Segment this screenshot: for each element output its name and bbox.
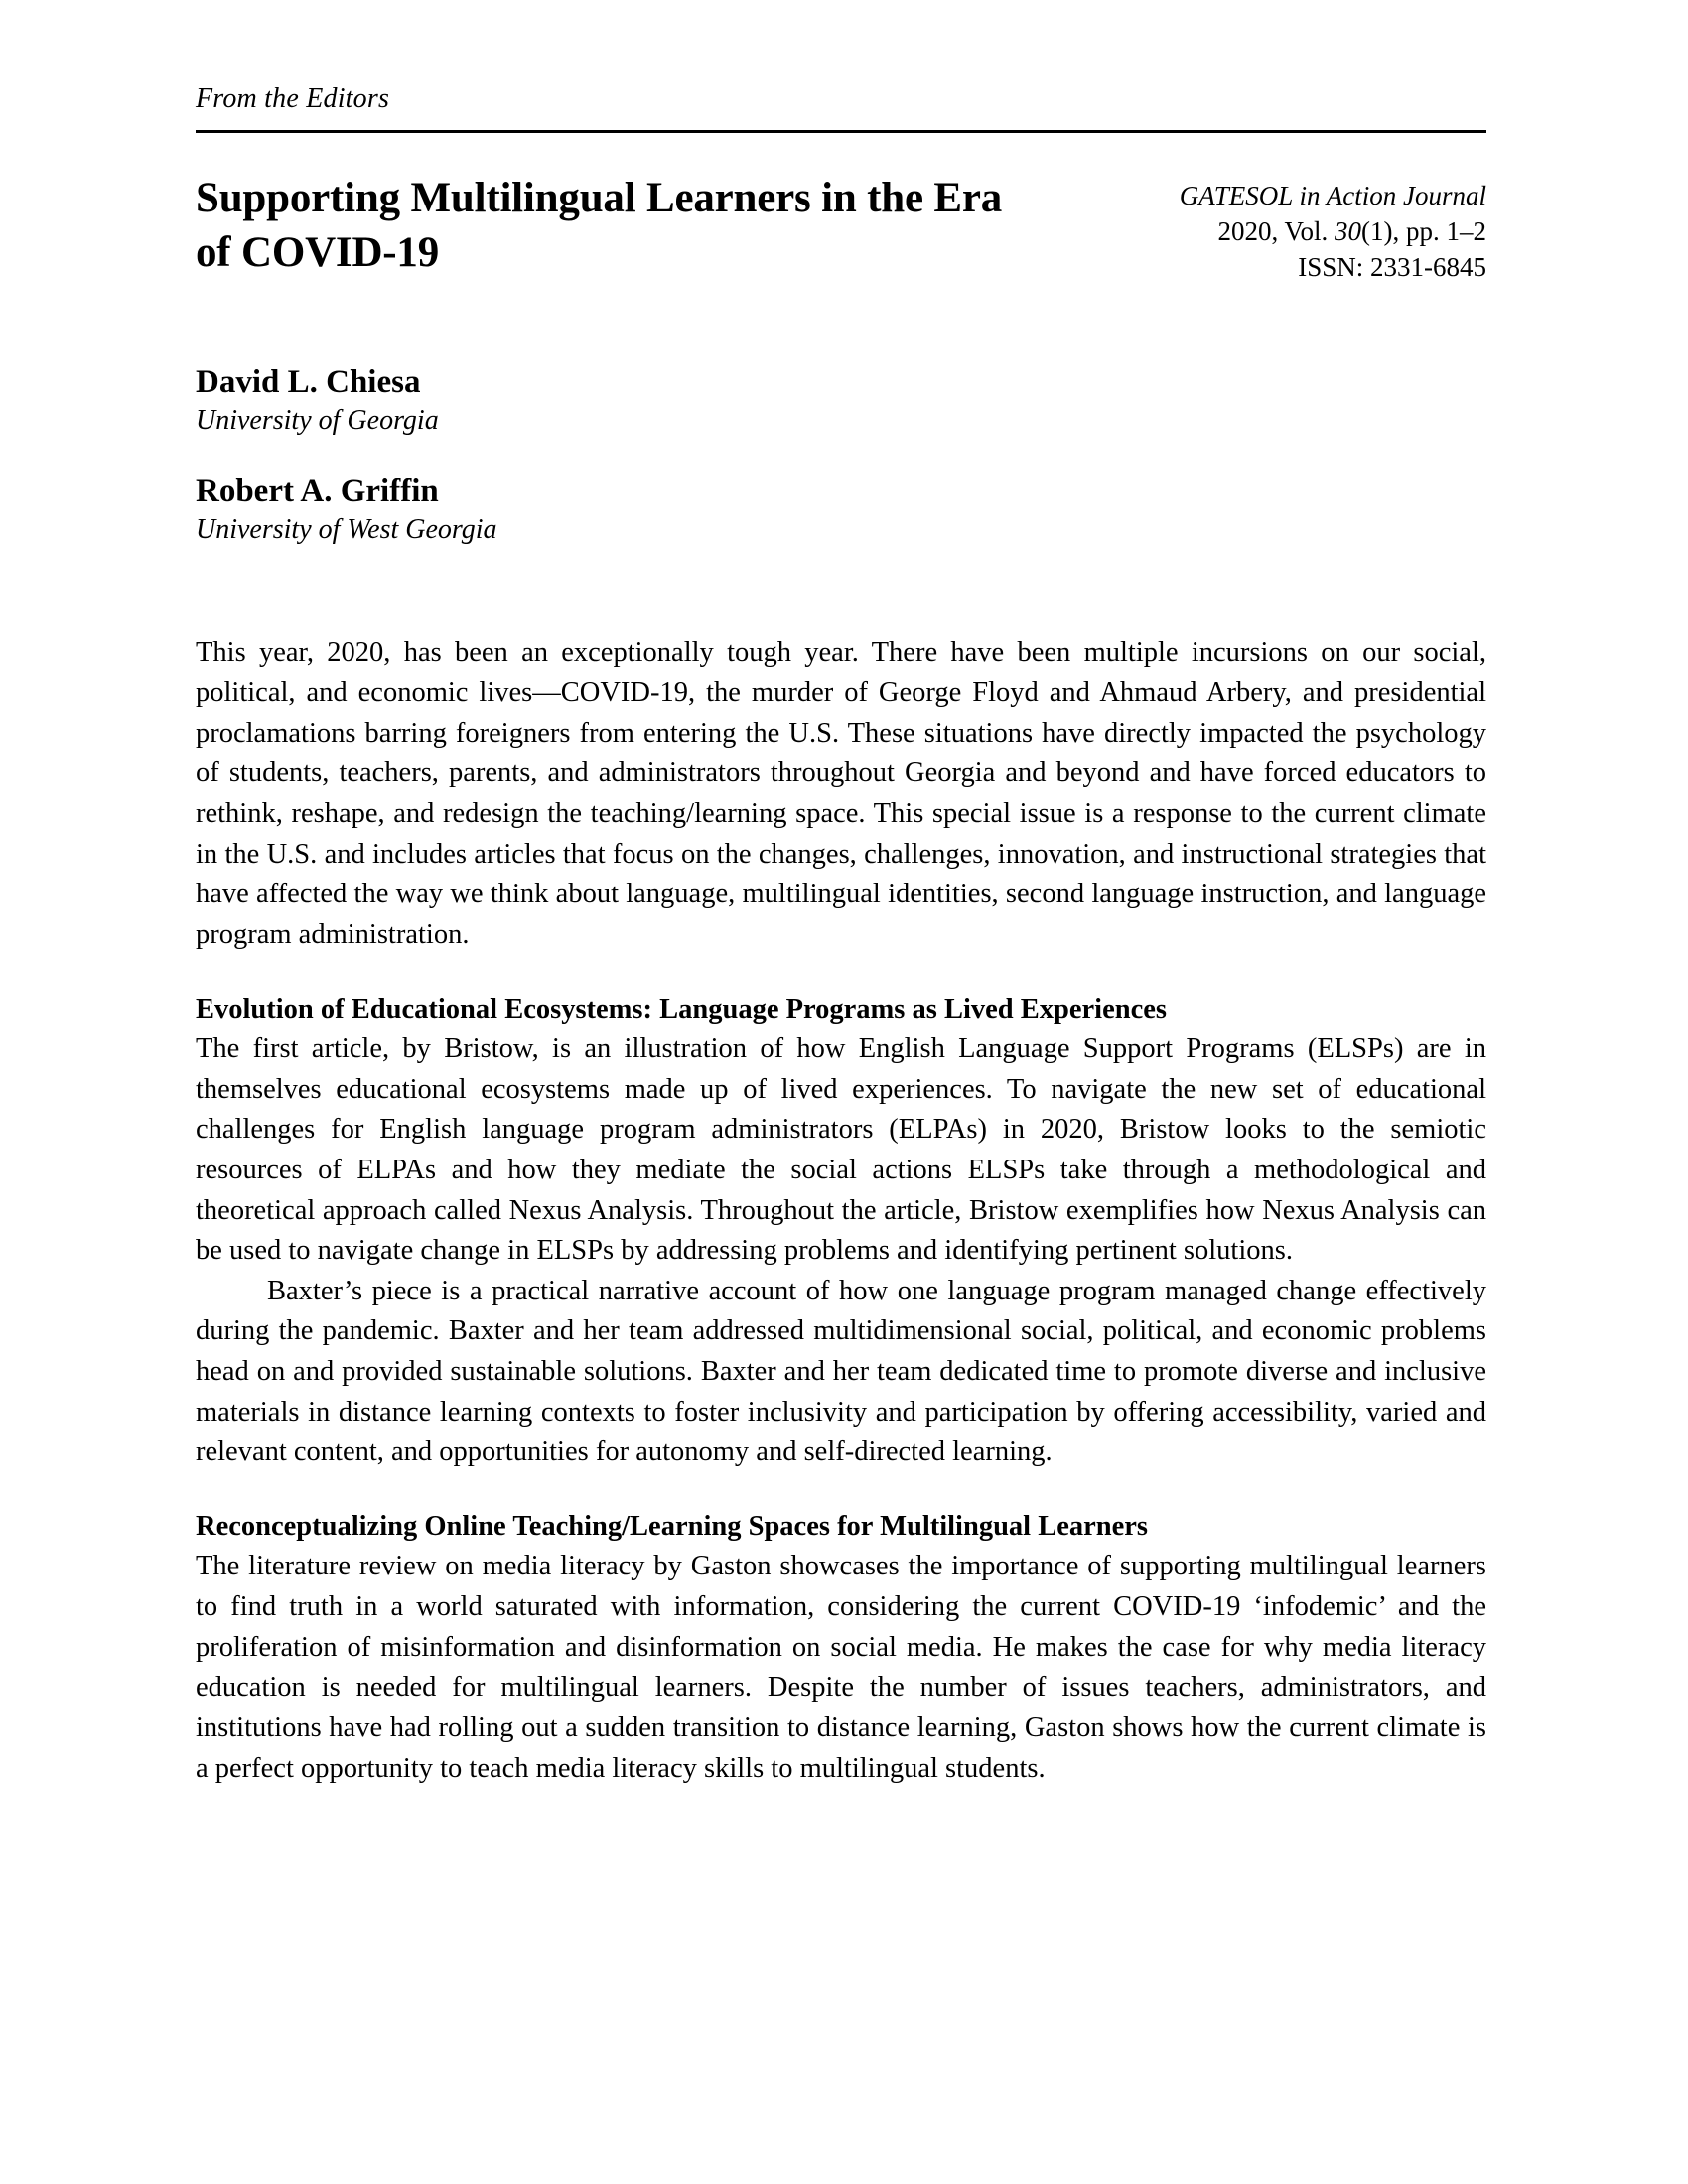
journal-issue-pages: (1), pp. 1–2 (1361, 215, 1486, 246)
journal-year-volume-prefix: 2020, Vol. (1217, 215, 1336, 246)
author-name: Robert A. Griffin (196, 473, 439, 509)
journal-name: GATESOL in Action Journal (1179, 181, 1486, 210)
section-heading-evolution-of-educational-ecosystems: Evolution of Educational Ecosystems: Language Programs as Lived Experiences (196, 993, 1167, 1024)
running-head: From the Editors (196, 83, 390, 114)
article-body (196, 633, 1486, 1789)
section-1-paragraph-0: The literature review on media literacy by Gaston showcases the importance of supporting multilingual learners to find truth in a world saturated with information, considering the current COVID-19 ‘infodemic’ and the proliferation of misinformation and disinformation on social media. He makes the case for why media literacy education is needed for multilingual learners. Despite the number of issues teachers, administrators, and institutions have had rolling out a sudden transition to distance learning, Gaston shows how the current climate is a perfect opportunity to teach media literacy skills to multilingual students. (196, 1551, 1486, 1784)
journal-name-line (1180, 179, 1486, 214)
journal-volume-number: 30 (1335, 215, 1362, 246)
journal-citation-block (1180, 171, 1486, 286)
journal-volume-line (1180, 214, 1486, 250)
header-divider-rule (196, 130, 1486, 133)
section-0-paragraph-0: The first article, by Bristow, is an illustration of how English Language Support Programs (ELSPs) are in themselves educational ecosystems made up of lived experiences. To navigate the new set of educational challenges for English language program administrators (ELPAs) in 2020, Bristow looks to the semiotic resources of ELPAs and how they mediate the social actions ELSPs take through a methodological and theoretical approach called Nexus Analysis. Throughout the article, Bristow exemplifies how Nexus Analysis can be used to navigate change in ELSPs by addressing problems and identifying pertinent solutions. (196, 1033, 1486, 1267)
author-block (196, 363, 1486, 546)
author-affiliation: University of Georgia (196, 404, 439, 436)
page-title: Supporting Multilingual Learners in the Era of COVID-19 (196, 175, 1003, 277)
author-entry (196, 363, 1486, 437)
section-0-paragraph-1: Baxter’s piece is a practical narrative account of how one language program managed change effectively during the pandemic. Baxter and her team addressed multidimensional social, political, and economic problems head on and provided sustainable solutions. Baxter and her team dedicated time to promote diverse and inclusive materials in distance learning contexts to foster inclusivity and participation by offering accessibility, varied and relevant content, and opportunities for autonomy and self-directed learning. (196, 1275, 1486, 1468)
author-name: David L. Chiesa (196, 363, 421, 400)
journal-issn: ISSN: 2331-6845 (1298, 251, 1486, 282)
section-heading-reconceptualizing-online-teaching-learning-spaces: Reconceptualizing Online Teaching/Learning Spaces for Multilingual Learners (196, 1510, 1149, 1542)
intro-paragraph: This year, 2020, has been an exceptionally tough year. There have been multiple incursions on our social, political, and economic lives—COVID-19, the murder of George Floyd and Ahmaud Arbery, and presidential proclamations barring foreigners from entering the U.S. These situations have directly impacted the psychology of students, teachers, parents, and administrators throughout Georgia and beyond and have forced educators to rethink, reshape, and redesign the teaching/learning space. This special issue is a response to the current climate in the U.S. and includes articles that focus on the changes, challenges, innovation, and instructional strategies that have affected the way we think about language, multilingual identities, second language instruction, and language program administration. (196, 636, 1486, 950)
author-affiliation: University of West Georgia (196, 513, 497, 545)
title-and-journal-meta-block (196, 171, 1486, 286)
author-entry (196, 473, 1486, 546)
